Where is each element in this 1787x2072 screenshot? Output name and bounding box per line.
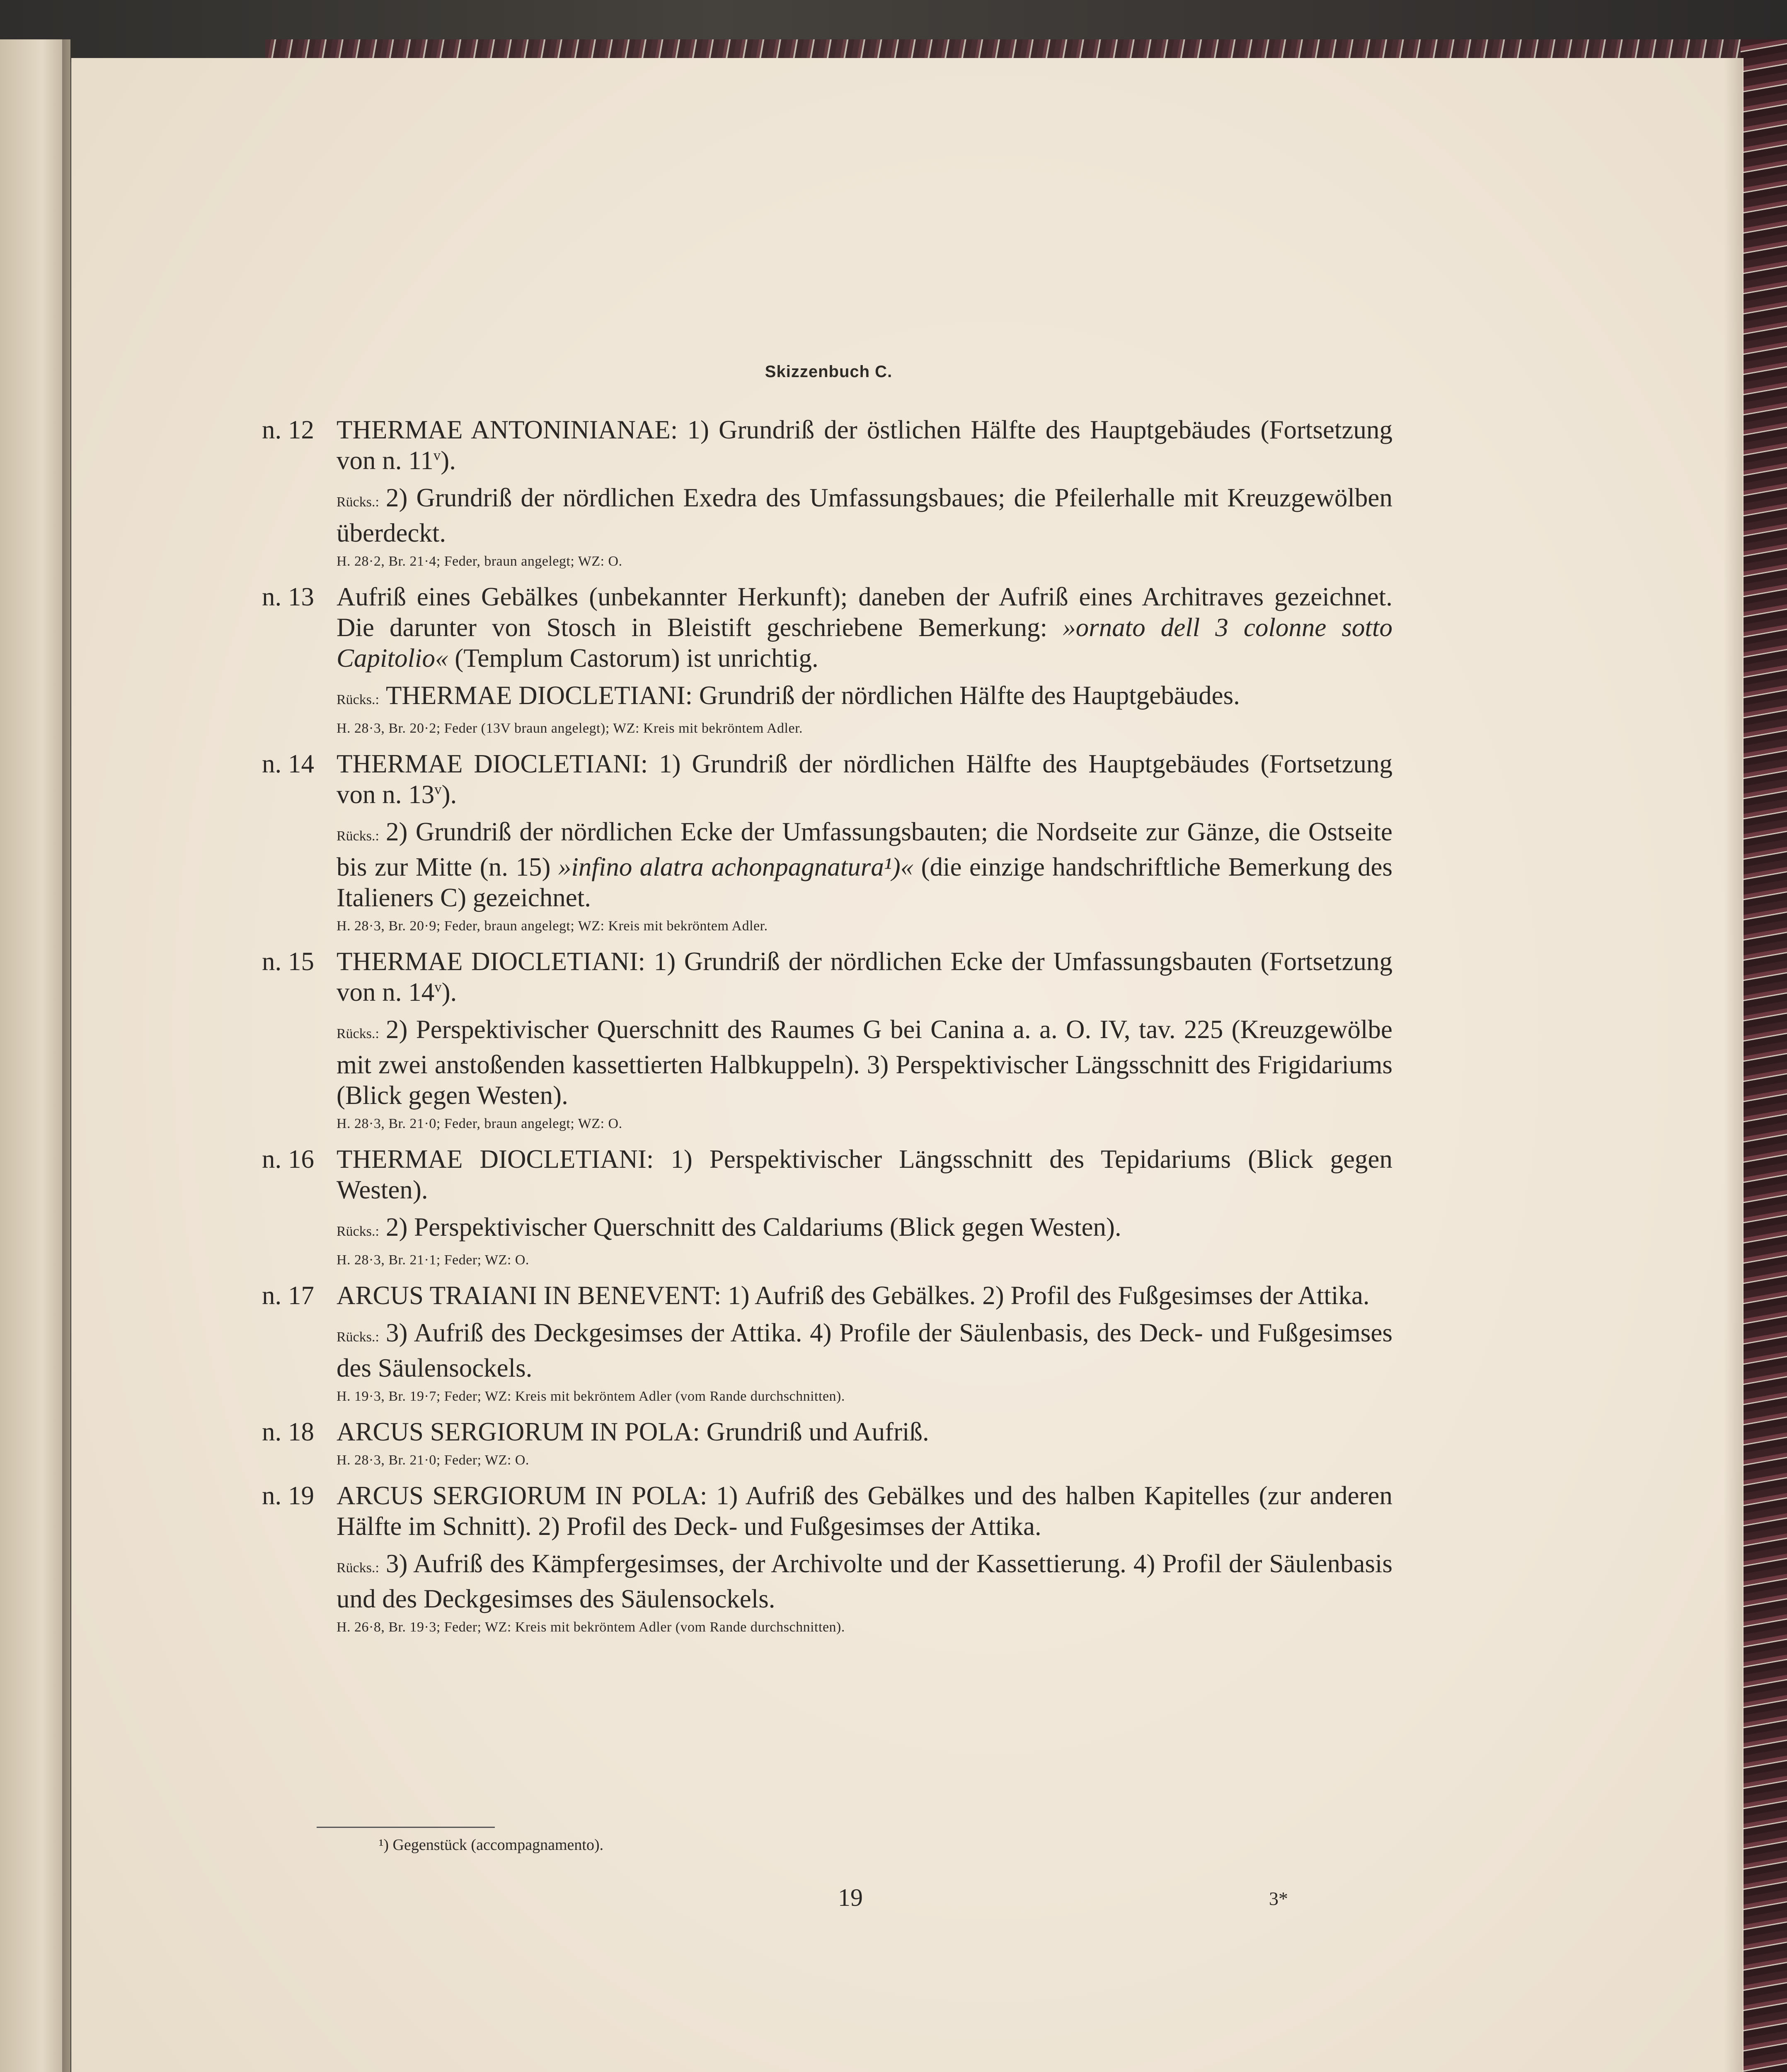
page-number: 19 <box>838 1884 863 1911</box>
entry-number: n. 14 <box>262 749 314 778</box>
entry-meta: H. 28·3, Br. 21·1; Feder; WZ: O. <box>337 1252 529 1268</box>
entry-back: Rücks.: 2) Grundriß der nördlichen Exedra des Umfassungsbaues; die Pfeilerhalle mit Kreuzgewölben überdeckt. <box>337 483 1392 547</box>
left-page-edge <box>0 39 70 2072</box>
marbled-endpaper-right <box>1741 39 1787 2072</box>
entry-front: THERMAE DIOCLETIANI: 1) Grundriß der nördlichen Hälfte des Hauptgebäudes (Fortsetzung von n. 13$^v$). <box>337 749 1392 809</box>
entry-front: Aufriß eines Gebälkes (unbekannter Herkunft); daneben der Aufriß eines Architraves gezeichnet. Die darunter von Stosch in Bleistift geschriebene Bemerkung: »ornato dell 3 colonne sotto Capitolio« (Templum Castorum) ist unrichtig. <box>337 582 1392 673</box>
entry-front: THERMAE DIOCLETIANI: 1) Perspektivischer Längsschnitt des Tepidariums (Blick gegen Westen). <box>337 1145 1392 1204</box>
entry-front: THERMAE DIOCLETIANI: 1) Grundriß der nördlichen Ecke der Umfassungsbauten (Fortsetzung von n. 14$^v$). <box>337 947 1392 1007</box>
entry-n16 <box>262 1144 1392 1272</box>
catalogue-entries <box>262 414 1392 1647</box>
entry-meta: H. 26·8, Br. 19·3; Feder; WZ: Kreis mit bekröntem Adler (vom Rande durchschnitten). <box>337 1619 845 1635</box>
signature-mark: 3* <box>1269 1888 1288 1909</box>
entry-meta: H. 28·3, Br. 20·9; Feder, braun angelegt; WZ: Kreis mit bekröntem Adler. <box>337 918 768 934</box>
entry-meta: H. 28·3, Br. 20·2; Feder (13V braun angelegt); WZ: Kreis mit bekröntem Adler. <box>337 721 803 736</box>
entry-number: n. 12 <box>262 415 314 444</box>
page-edge-shadow <box>1724 58 1743 2072</box>
entry-number: n. 17 <box>262 1281 314 1310</box>
entry-n13 <box>262 581 1392 740</box>
entry-back: Rücks.: 2) Perspektivischer Querschnitt des Raumes G bei Canina a. a. O. IV, tav. 225 (Kreuzgewölbe mit zwei anstoßenden kassettierten Halbkuppeln). 3) Perspektivischer Längsschnitt des Frigidariums (Blick gegen Westen). <box>337 1015 1392 1110</box>
entry-back: Rücks.: 3) Aufriß des Kämpfergesimses, der Archivolte und der Kassettierung. 4) Profil der Säulenbasis und des Deckgesimses des Säulensockels. <box>337 1549 1392 1613</box>
entry-n17 <box>262 1280 1392 1408</box>
entry-n15 <box>262 946 1392 1135</box>
entry-n18 <box>262 1416 1392 1472</box>
entry-number: n. 19 <box>262 1481 314 1510</box>
footnote: ¹) Gegenstück (accompagnamento). <box>379 1836 604 1854</box>
running-header: Skizzenbuch C. <box>765 363 893 381</box>
entry-number: n. 18 <box>262 1417 314 1446</box>
footnote-rule <box>317 1827 495 1828</box>
entry-n19 <box>262 1480 1392 1639</box>
entry-back: Rücks.: 2) Perspektivischer Querschnitt des Caldariums (Blick gegen Westen). <box>337 1213 1121 1242</box>
entry-number: n. 16 <box>262 1145 314 1174</box>
entry-front: ARCUS TRAIANI IN BENEVENT: 1) Aufriß des Gebälkes. 2) Profil des Fußgesimses der Attika. <box>337 1281 1370 1310</box>
entry-meta: H. 28·3, Br. 21·0; Feder; WZ: O. <box>337 1452 529 1468</box>
entry-number: n. 15 <box>262 947 314 976</box>
entry-front: ARCUS SERGIORUM IN POLA: Grundriß und Aufriß. <box>337 1417 929 1446</box>
entry-meta: H. 28·2, Br. 21·4; Feder, braun angelegt; WZ: O. <box>337 554 622 569</box>
entry-n12 <box>262 414 1392 573</box>
entry-back: Rücks.: 2) Grundriß der nördlichen Ecke der Umfassungsbauten; die Nordseite zur Gänze, die Ostseite bis zur Mitte (n. 15) »infino alatra achonpagnatura¹)« (die einzige handschriftliche Bemerkung des Italieners C) gezeichnet. <box>337 817 1393 912</box>
entry-number: n. 13 <box>262 582 314 611</box>
entry-front: ARCUS SERGIORUM IN POLA: 1) Aufriß des Gebälkes und des halben Kapitelles (zur anderen Hälfte im Schnitt). 2) Profil des Deck- und Fußgesimses der Attika. <box>337 1481 1392 1541</box>
page <box>71 58 1743 2072</box>
entry-n14 <box>262 748 1392 938</box>
entry-front: THERMAE ANTONINIANAE: 1) Grundriß der östlichen Hälfte des Hauptgebäudes (Fortsetzung von n. 11$^v$). <box>337 415 1392 475</box>
entry-meta: H. 19·3, Br. 19·7; Feder; WZ: Kreis mit bekröntem Adler (vom Rande durchschnitten). <box>337 1389 845 1404</box>
entry-back: Rücks.: 3) Aufriß des Deckgesimses der Attika. 4) Profile der Säulenbasis, des Deck- und Fußgesimses des Säulensockels. <box>337 1318 1392 1382</box>
entry-back: Rücks.: THERMAE DIOCLETIANI: Grundriß der nördlichen Hälfte des Hauptgebäudes. <box>337 681 1240 710</box>
entry-meta: H. 28·3, Br. 21·0; Feder, braun angelegt; WZ: O. <box>337 1116 622 1131</box>
